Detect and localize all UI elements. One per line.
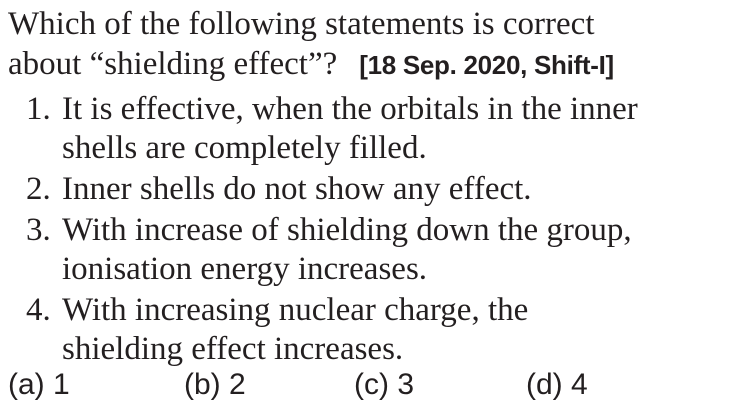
option-c[interactable]: (c) 3	[354, 368, 414, 401]
statement-text: It is effective, when the orbitals in the inner shells are completely filled.	[62, 91, 638, 166]
statement-text: With increase of shielding down the group, ionisation energy increases.	[62, 212, 632, 287]
question-text	[8, 4, 724, 85]
option-d[interactable]: (d) 4	[526, 368, 588, 401]
statement-number: 3.	[26, 212, 51, 248]
statement-text: With increasing nuclear charge, the shielding effect increases.	[62, 292, 529, 367]
question-line-2-text: about “shielding effect”?	[8, 46, 338, 82]
question-line-1: Which of the following statements is correct	[8, 6, 595, 42]
statement-number: 2.	[26, 171, 51, 207]
statement-3	[26, 211, 726, 289]
statement-number: 1.	[26, 91, 51, 127]
statement-text: Inner shells do not show any effect.	[62, 171, 532, 207]
statement-4	[26, 291, 726, 369]
option-b[interactable]: (b) 2	[184, 368, 246, 401]
exam-source-tag: [18 Sep. 2020, Shift-I]	[359, 50, 614, 80]
statement-number: 4.	[26, 292, 51, 328]
statement-2	[26, 170, 726, 209]
question-line-2	[8, 44, 724, 85]
statement-1	[26, 90, 726, 168]
statement-list	[26, 90, 726, 371]
option-a[interactable]: (a) 1	[8, 368, 70, 401]
